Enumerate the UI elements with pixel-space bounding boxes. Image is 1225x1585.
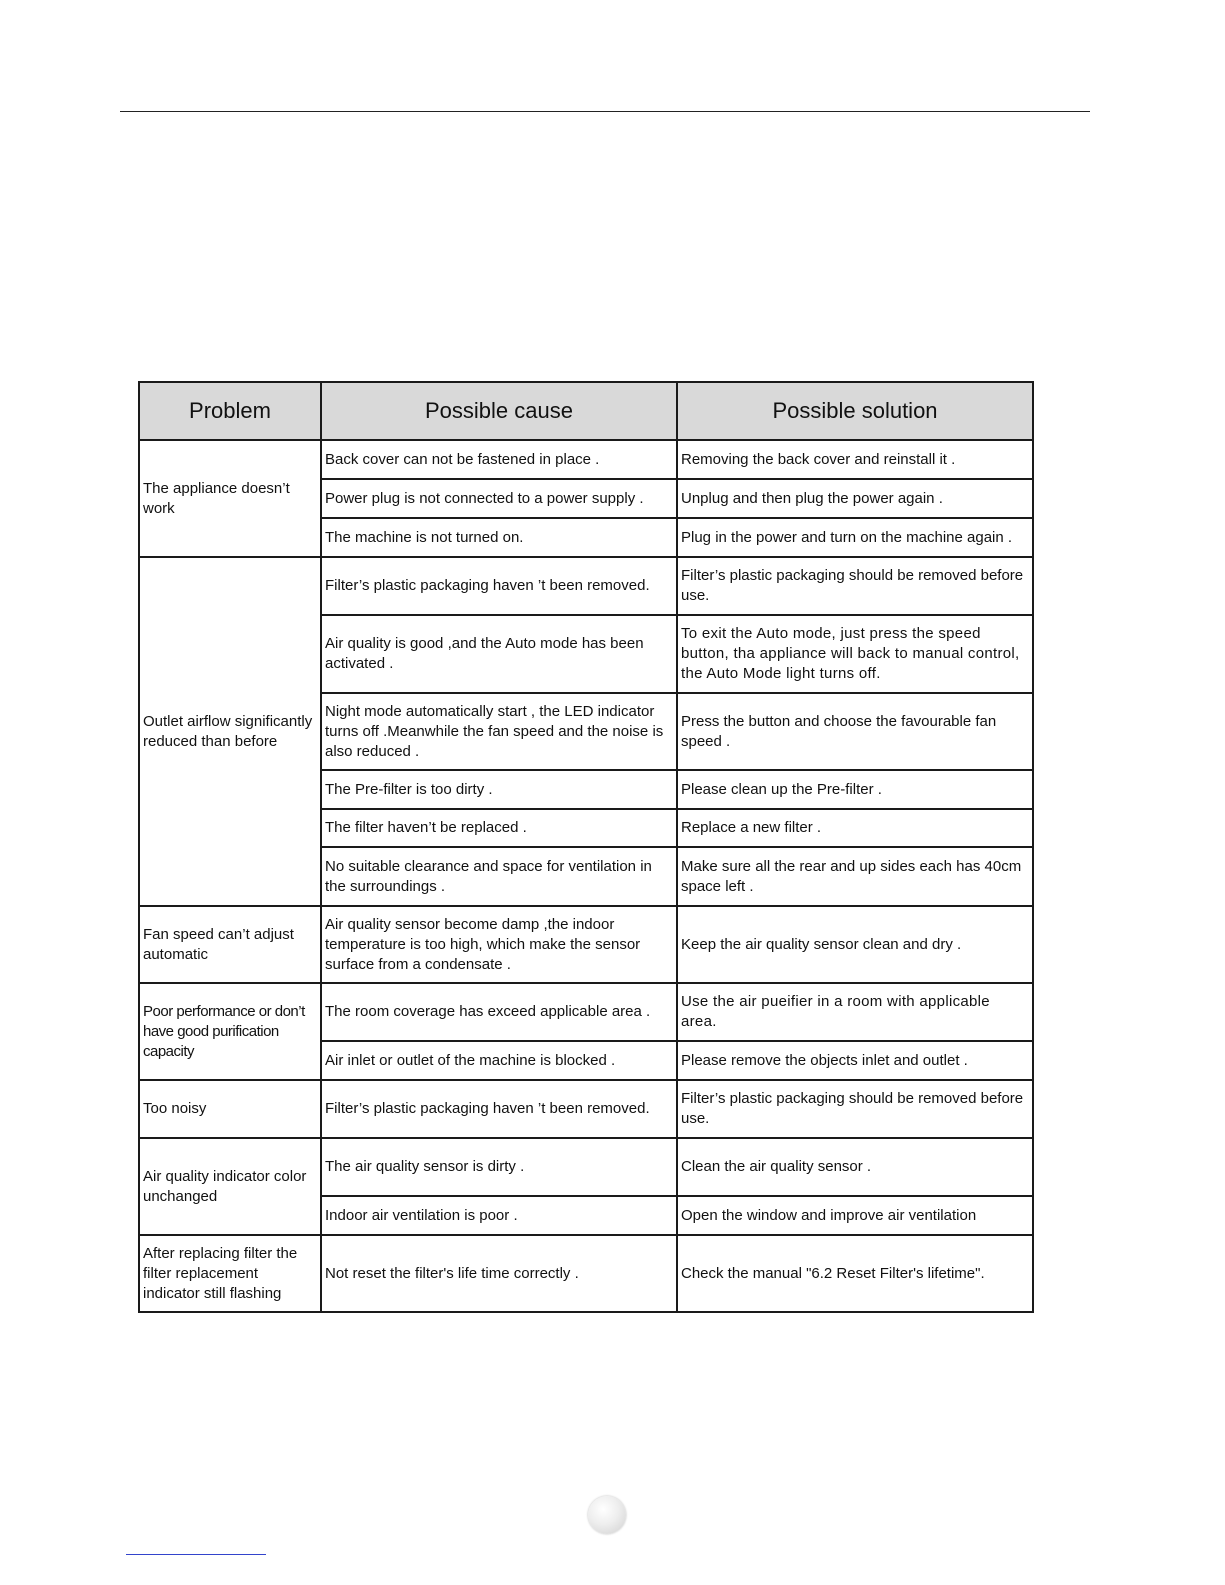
solution-cell: Replace a new filter . <box>677 809 1033 847</box>
footer-link-underline[interactable] <box>126 1554 266 1555</box>
cause-cell: Air quality is good ,and the Auto mode has been activated . <box>321 615 677 693</box>
solution-cell: Clean the air quality sensor . <box>677 1138 1033 1196</box>
solution-cell: Plug in the power and turn on the machine again . <box>677 518 1033 557</box>
table-row <box>139 557 1033 615</box>
cause-cell: The filter haven’t be replaced . <box>321 809 677 847</box>
cause-cell: Air quality sensor become damp ,the indoor temperature is too high, which make the sensor surface from a condensate . <box>321 906 677 983</box>
cause-header: Possible cause <box>321 382 677 440</box>
cause-cell: Power plug is not connected to a power supply . <box>321 479 677 518</box>
problem-cell: Outlet airflow significantly reduced than before <box>139 557 321 906</box>
solution-cell: Please clean up the Pre-filter . <box>677 770 1033 809</box>
solution-cell: Open the window and improve air ventilation <box>677 1196 1033 1235</box>
solution-cell: Use the air pueifier in a room with applicable area. <box>677 983 1033 1041</box>
problem-cell: Poor performance or don’t have good purification capacity <box>139 983 321 1080</box>
table-row <box>139 1138 1033 1196</box>
table-header-row <box>139 382 1033 440</box>
problem-cell: Fan speed can’t adjust automatic <box>139 906 321 983</box>
troubleshooting-table <box>138 381 1034 1313</box>
problem-header: Problem <box>139 382 321 440</box>
solution-cell: Make sure all the rear and up sides each has 40cm space left . <box>677 847 1033 906</box>
solution-cell: To exit the Auto mode, just press the speed button, tha appliance will back to manual control, the Auto Mode light turns off. <box>677 615 1033 693</box>
cause-cell: Back cover can not be fastened in place . <box>321 440 677 479</box>
cause-cell: The machine is not turned on. <box>321 518 677 557</box>
page-number-badge <box>588 1496 626 1534</box>
solution-cell: Press the button and choose the favourable fan speed . <box>677 693 1033 770</box>
cause-cell: Air inlet or outlet of the machine is blocked . <box>321 1041 677 1080</box>
cause-cell: No suitable clearance and space for ventilation in the surroundings . <box>321 847 677 906</box>
solution-cell: Filter’s plastic packaging should be removed before use. <box>677 1080 1033 1138</box>
problem-cell: Too noisy <box>139 1080 321 1138</box>
solution-cell: Check the manual "6.2 Reset Filter's lifetime". <box>677 1235 1033 1312</box>
solution-cell: Keep the air quality sensor clean and dry . <box>677 906 1033 983</box>
solution-header: Possible solution <box>677 382 1033 440</box>
table-row <box>139 440 1033 479</box>
table-row <box>139 906 1033 983</box>
problem-cell: Air quality indicator color unchanged <box>139 1138 321 1235</box>
solution-cell: Removing the back cover and reinstall it . <box>677 440 1033 479</box>
solution-cell: Unplug and then plug the power again . <box>677 479 1033 518</box>
table-row <box>139 1080 1033 1138</box>
header-rule <box>120 111 1090 112</box>
solution-cell: Filter’s plastic packaging should be removed before use. <box>677 557 1033 615</box>
problem-cell: After replacing filter the filter replacement indicator still flashing <box>139 1235 321 1312</box>
table-row <box>139 1235 1033 1312</box>
solution-cell: Please remove the objects inlet and outlet . <box>677 1041 1033 1080</box>
table-row <box>139 983 1033 1041</box>
cause-cell: Indoor air ventilation is poor . <box>321 1196 677 1235</box>
cause-cell: The air quality sensor is dirty . <box>321 1138 677 1196</box>
problem-cell: The appliance doesn’t work <box>139 440 321 557</box>
cause-cell: The Pre-filter is too dirty . <box>321 770 677 809</box>
cause-cell: The room coverage has exceed applicable area . <box>321 983 677 1041</box>
cause-cell: Filter’s plastic packaging haven ’t been removed. <box>321 557 677 615</box>
cause-cell: Not reset the filter's life time correctly . <box>321 1235 677 1312</box>
cause-cell: Night mode automatically start , the LED indicator turns off .Meanwhile the fan speed and the noise is also reduced . <box>321 693 677 770</box>
cause-cell: Filter’s plastic packaging haven ’t been removed. <box>321 1080 677 1138</box>
